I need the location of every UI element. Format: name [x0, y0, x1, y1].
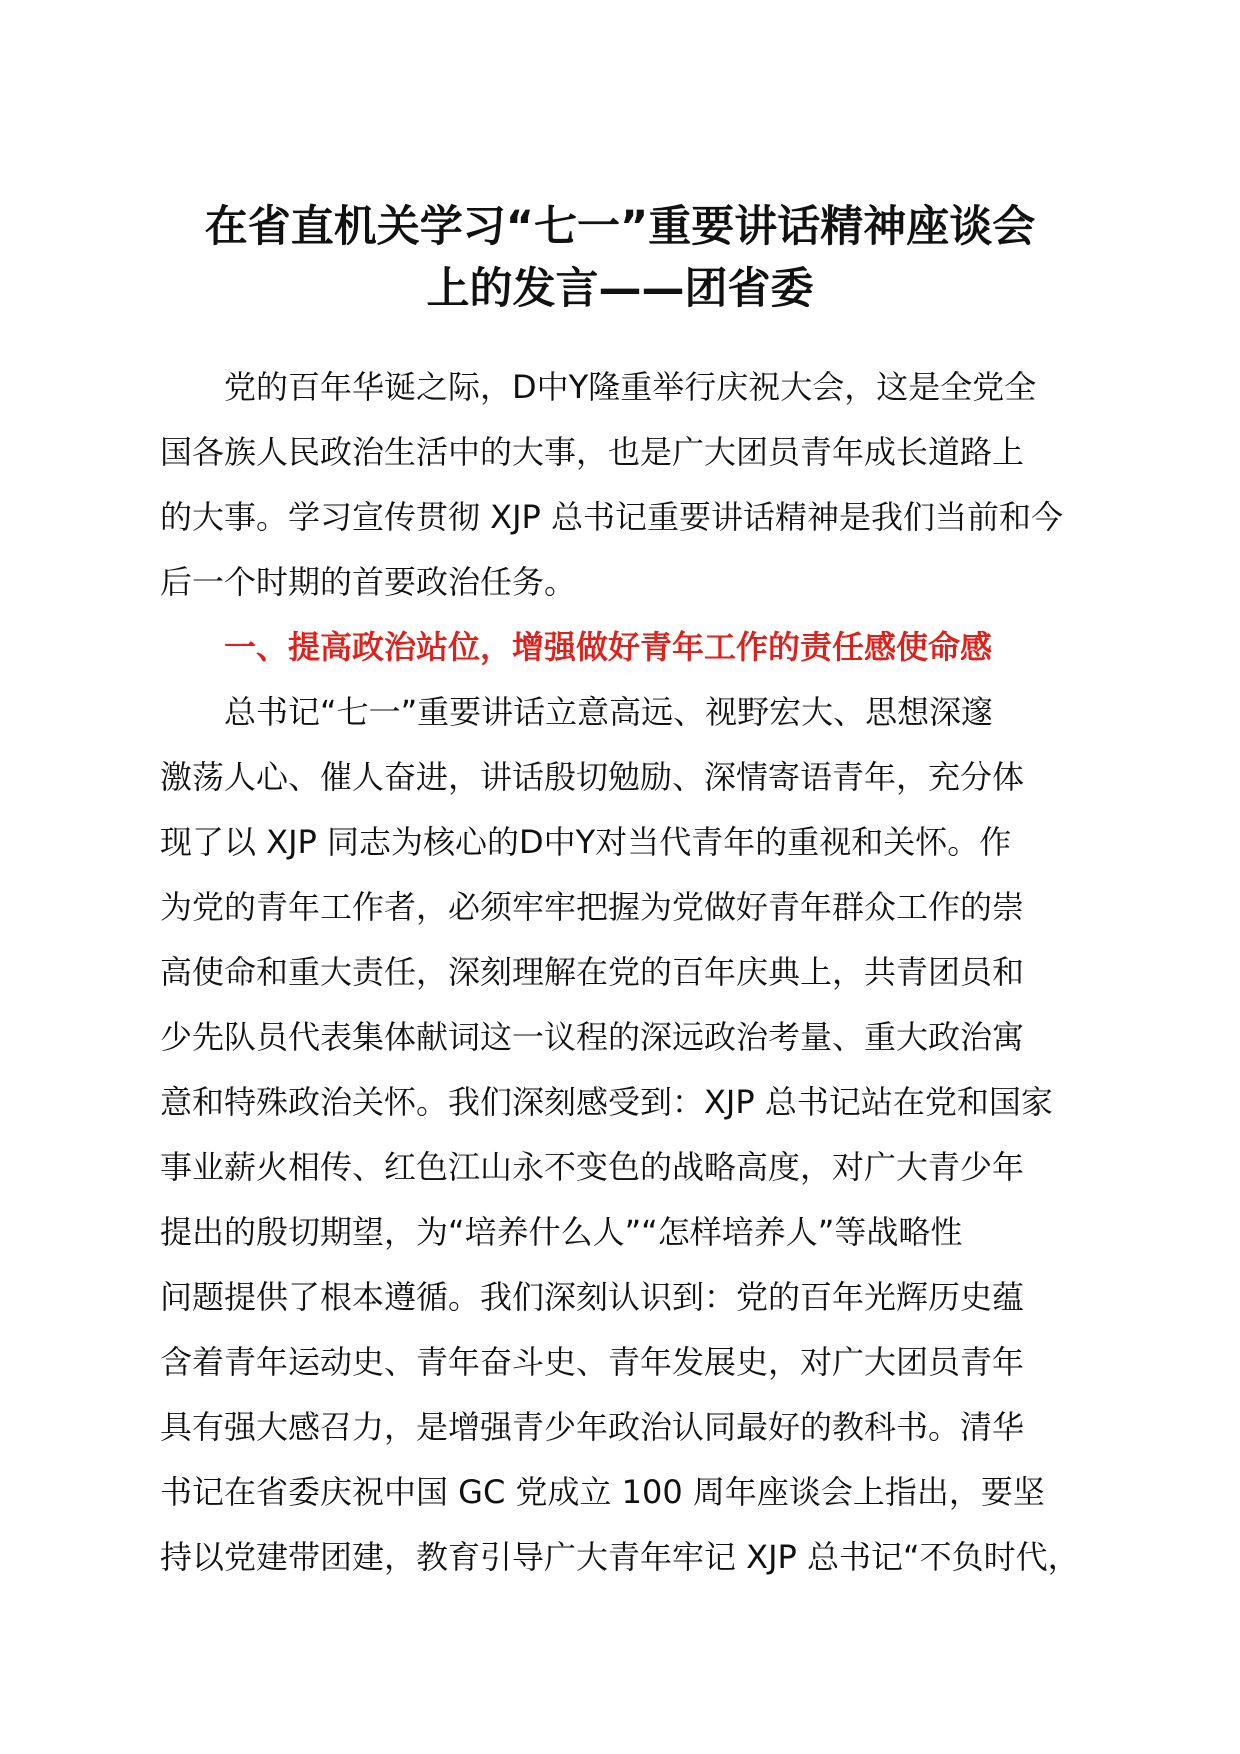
section-heading: 一、提高政治站位，增强做好青年工作的责任感使命感 — [224, 628, 993, 666]
text-line: 党的百年华诞之际，D中Y隆重举行庆祝大会，这是全党全 — [224, 368, 1037, 406]
text-line: 后一个时期的首要政治任务。 — [160, 563, 577, 601]
text-line: 持以党建带团建，教育引导广大青年牢记 XJP 总书记“不负时代， — [160, 1538, 1080, 1576]
text-line: 事业薪火相传、红色江山永不变色的战略高度，对广大青少年 — [160, 1148, 1025, 1186]
document-title — [120, 196, 1120, 320]
text-line: 含着青年运动史、青年奋斗史、青年发展史，对广大团员青年 — [160, 1343, 1025, 1381]
text-line: 高使命和重大责任，深刻理解在党的百年庆典上，共青团员和 — [160, 953, 1025, 991]
text-line: 少先队员代表集体献词这一议程的深远政治考量、重大政治寓 — [160, 1018, 1025, 1056]
text-line: 提出的殷切期望，为“培养什么人”“怎样培养人”等战略性 — [160, 1213, 963, 1251]
text-line: 现了以 XJP 同志为核心的D中Y对当代青年的重视和关怀。作 — [160, 823, 1012, 861]
text-line: 国各族人民政治生活中的大事，也是广大团员青年成长道路上 — [160, 433, 1025, 471]
title-line-2: 上的发言——团省委 — [426, 264, 814, 314]
paragraph-section-one — [160, 680, 1096, 1590]
text-line: 总书记“七一”重要讲话立意高远、视野宏大、思想深邃 — [224, 693, 994, 731]
text-line: 意和特殊政治关怀。我们深刻感受到：XJP 总书记站在党和国家 — [160, 1083, 1053, 1121]
text-line: 问题提供了根本遵循。我们深刻认识到：党的百年光辉历史蕴 — [160, 1278, 1025, 1316]
paragraph-intro — [160, 355, 1096, 615]
text-line: 的大事。学习宣传贯彻 XJP 总书记重要讲话精神是我们当前和今 — [160, 498, 1064, 536]
text-line: 具有强大感召力，是增强青少年政治认同最好的教科书。清华 — [160, 1408, 1025, 1446]
text-line: 书记在省委庆祝中国 GC 党成立 100 周年座谈会上指出，要坚 — [160, 1473, 1045, 1511]
text-line: 激荡人心、催人奋进，讲话殷切勉励、深情寄语青年，充分体 — [160, 758, 1025, 796]
title-line-1: 在省直机关学习“七一”重要讲话精神座谈会 — [204, 202, 1036, 252]
text-line: 为党的青年工作者，必须牢牢把握为党做好青年群众工作的崇 — [160, 888, 1025, 926]
